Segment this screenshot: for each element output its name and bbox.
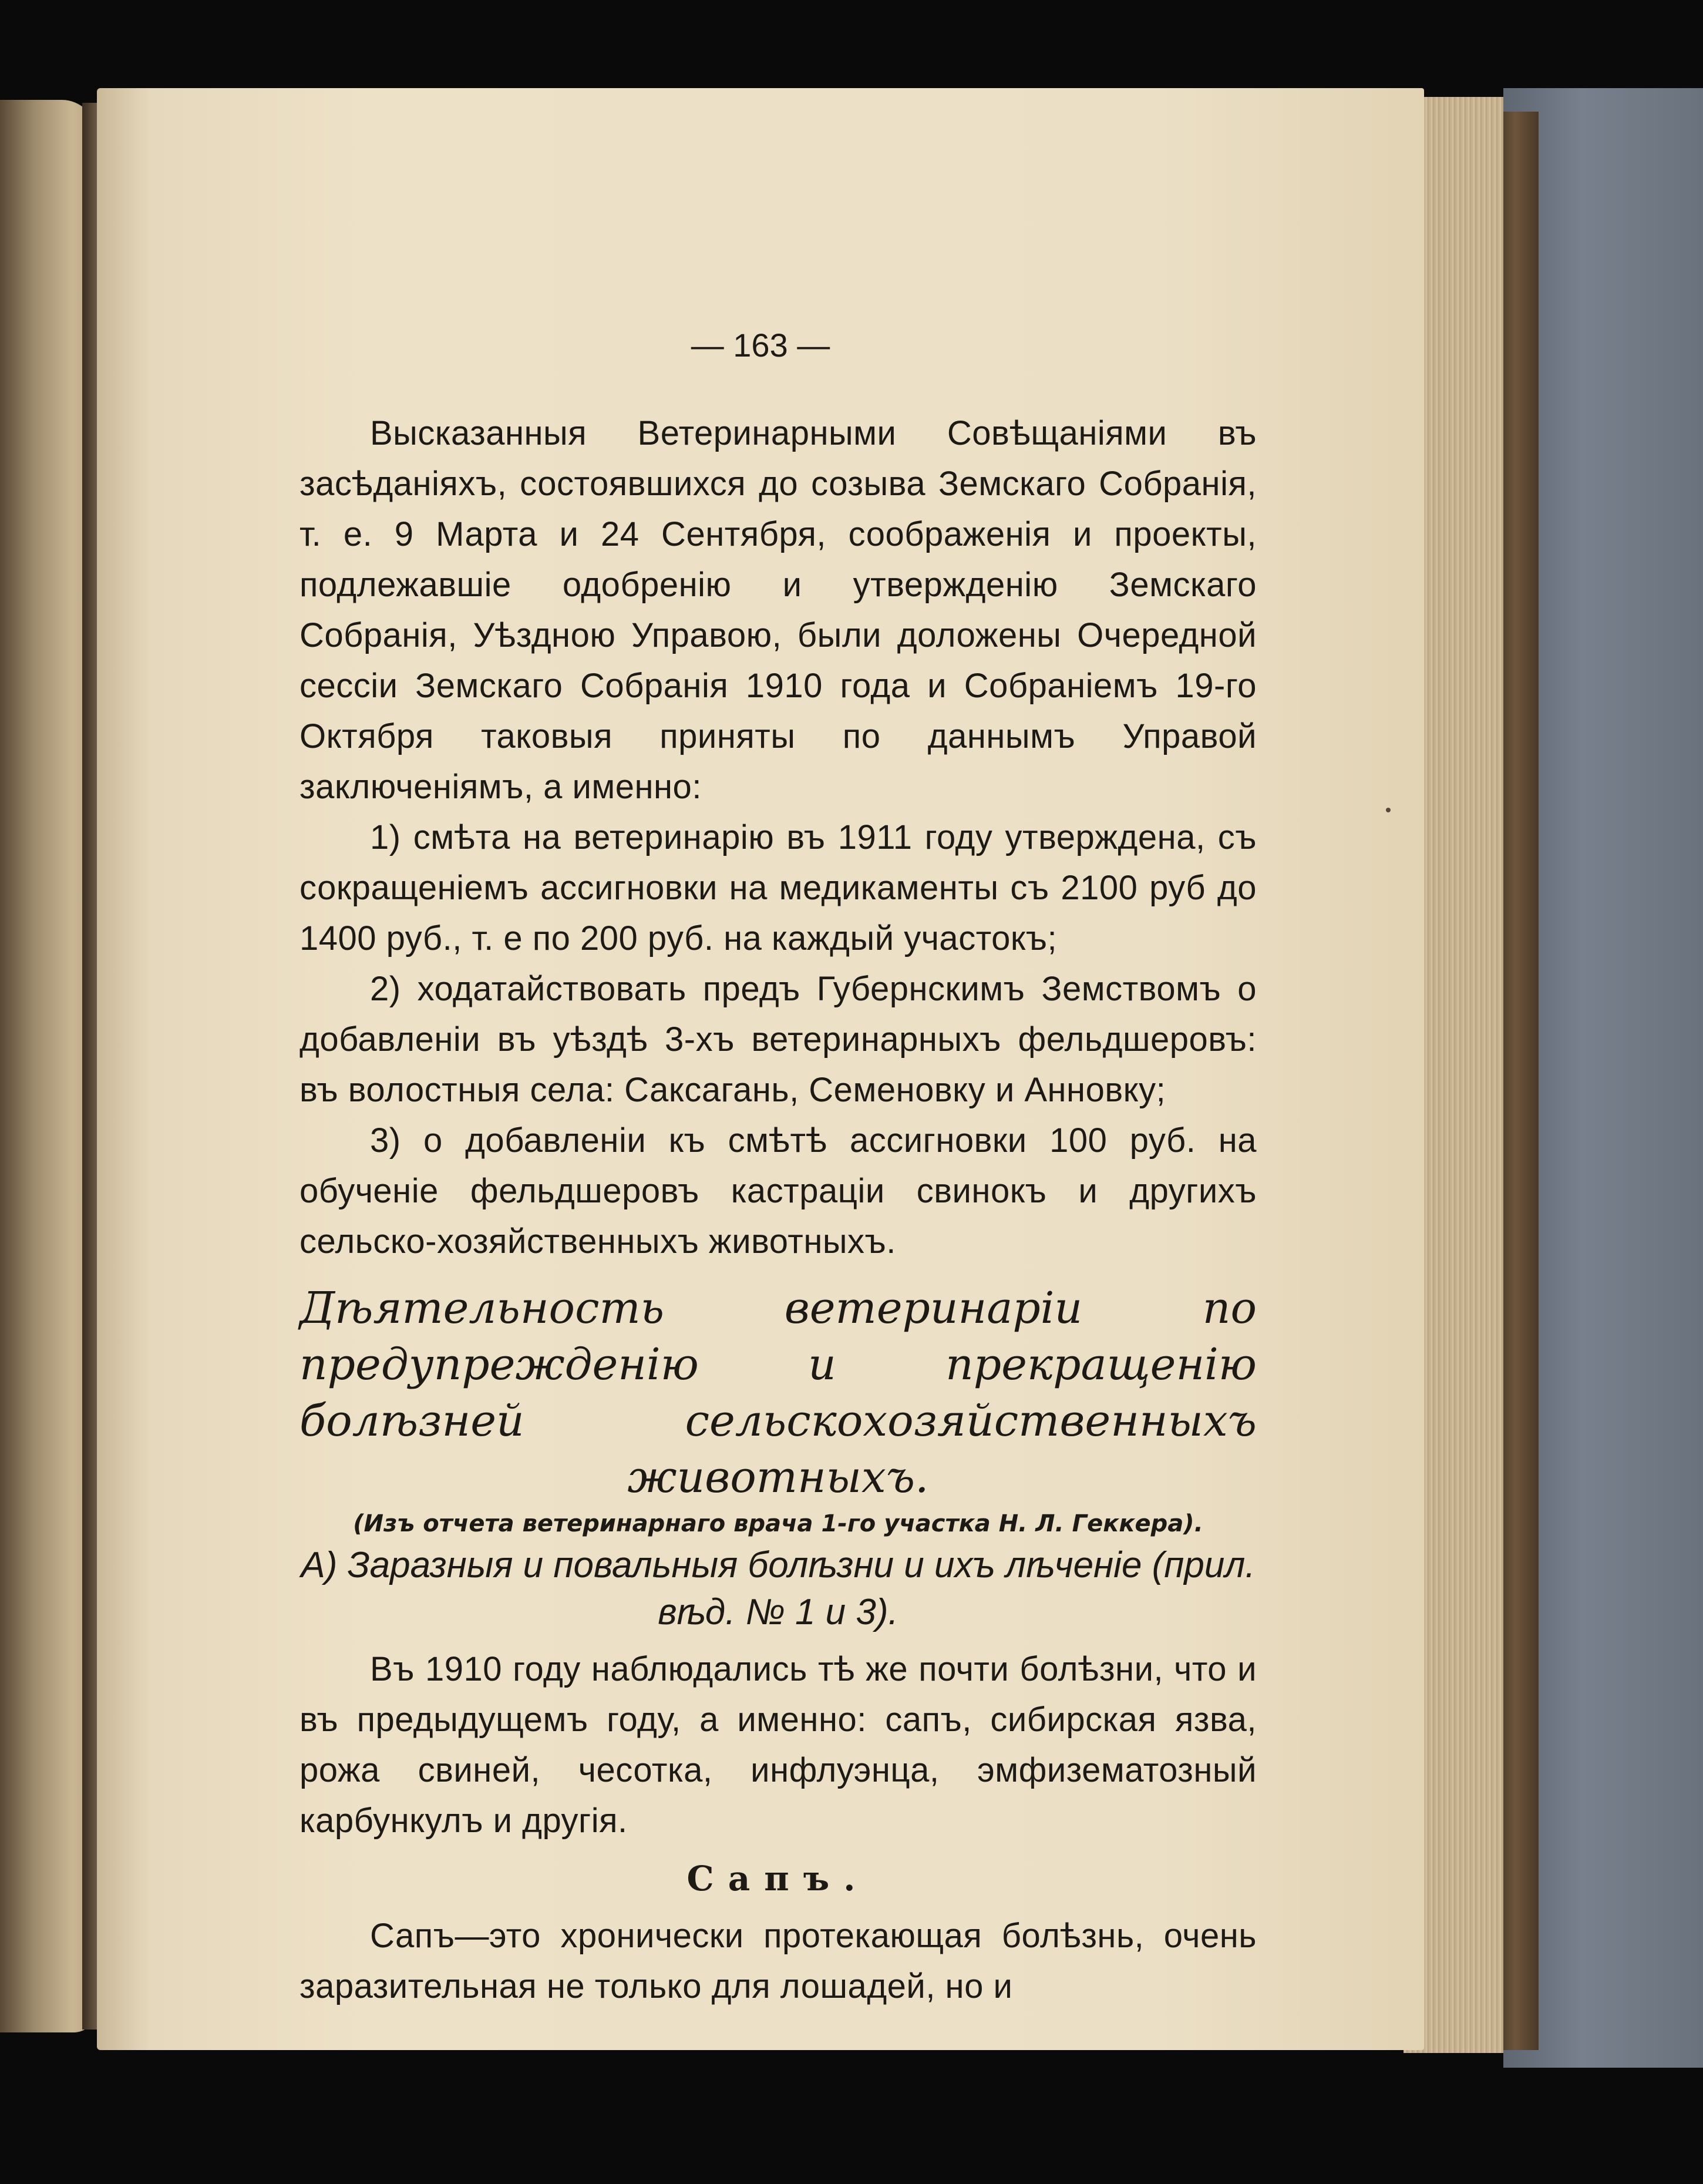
subheading: А) Заразныя и повальныя болѣзни и ихъ лѣченіе (прил. вѣд. № 1 и 3). [301,1545,1256,1632]
source-note: (Изъ отчета ветеринарнаго врача 1-го участка Н. Л. Геккера). [353,1510,1203,1537]
section-title: Сапъ. [686,1859,870,1899]
paragraph-item-3: 3) о добавленіи къ смѣтѣ ассигновки 100 руб. на обученіе фельдшеровъ кастраціи свинокъ и другихъ сельско-хозяйственныхъ животныхъ. [299,1121,1257,1261]
paragraph-diseases: Въ 1910 году наблюдались тѣ же почти болѣзни, что и въ предыдущемъ году, а именно: сапъ, сибирская язва, рожа свиней, чесотка, инфлуэнца, эмфизематозный карбункулъ и другія. [299,1650,1257,1840]
book-page [97,88,1424,2050]
ink-speck [1386,808,1391,812]
section-heading: Дѣятельность ветеринаріи по предупрежденію и прекращенію болѣзней сельскохозяйственныхъ животныхъ. [299,1283,1257,1503]
paragraph-item-1: 1) смѣта на ветеринарію въ 1911 году утверждена, съ сокращеніемъ ассигновки на медикаменты съ 2100 руб до 1400 руб., т. е по 200 руб. на каждый участокъ; [299,818,1257,957]
paragraph-sap: Сапъ—это хронически протекающая болѣзнь, очень заразительная не только для лошадей, но и [299,1917,1257,2005]
paragraph-intro: Высказанныя Ветеринарными Совѣщаніями въ засѣданіяхъ, состоявшихся до созыва Земскаго Собранія, т. е. 9 Марта и 24 Сентября, соображенія и проекты, подлежавшіе одобренію и утвержденію Земскаго Собранія, Уѣздною Управою, были доложены Очередной сессіи Земскаго Собранія 1910 года и Собраніемъ 19-го Октября таковыя приняты по даннымъ Управой заключеніямъ, а именно: [299,414,1257,806]
page-body [299,408,1257,2012]
paragraph-item-2: 2) ходатайствовать предъ Губернскимъ Земствомъ о добавленіи въ уѣздѣ 3-хъ ветеринарныхъ фельдшеровъ: въ волостныя села: Саксагань, Семеновку и Анновку; [299,970,1257,1109]
page-number: — 163 — [691,327,830,364]
